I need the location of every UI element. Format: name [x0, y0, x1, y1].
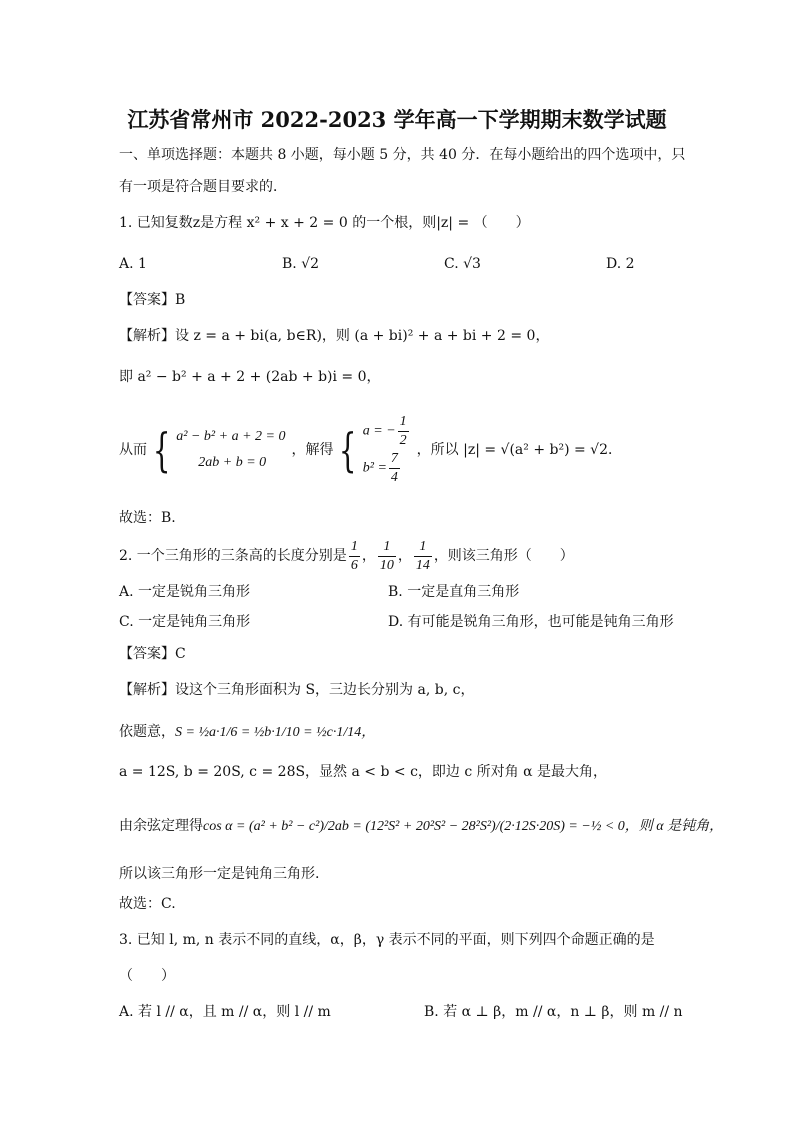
fraction-numerator: 1	[414, 538, 432, 557]
q2-stem-suffix: ，则该三角形（ ）	[433, 548, 574, 564]
q2-answer: 【答案】C	[119, 646, 186, 662]
q1-system-2-b: b² =	[362, 460, 387, 476]
q2-option-a: A. 一定是锐角三角形	[119, 584, 251, 600]
q3-option-b: B. 若 α ⊥ β，m // α，n ⊥ β，则 m // n	[424, 1004, 683, 1020]
fraction-numerator: 1	[349, 538, 360, 557]
q1-system-1-eq2: 2ab + b = 0	[198, 455, 267, 470]
q1-system-2-a: a = −	[362, 423, 396, 439]
q1-system-1	[176, 424, 285, 476]
q2-analysis-line2	[119, 722, 375, 743]
fraction-denominator: 10	[379, 557, 394, 573]
fraction-numerator: 1	[378, 538, 396, 557]
q1-analysis-line1: 【解析】设 z = a + bi(a, b∈R)，则 (a + bi)² + a + bi + 2 = 0，	[119, 328, 550, 344]
q2-stem: 2. 一个三角形的三条高的长度分别是 $\frac{1}{6}$ ， $\frac{1}{10}$ ， $\frac{1}{14}$ ，则该三角形（ ）	[119, 538, 574, 573]
q2-analysis-label: 依题意，	[119, 724, 175, 740]
fraction-numerator: 1	[398, 413, 409, 432]
fraction-denominator: 2	[399, 433, 407, 448]
page-title: 江苏省常州市 2022-2023 学年高一下学期期末数学试题	[127, 107, 667, 132]
q1-choose: 故选：B.	[119, 510, 176, 526]
q1-system-1-eq1: a² − b² + a + 2 = 0	[176, 429, 286, 444]
fraction-denominator: 6	[350, 557, 358, 573]
q2-analysis-line5: 所以该三角形一定是钝角三角形.	[119, 866, 320, 882]
q2-analysis-line1: 【解析】设这个三角形面积为 S，三边长分别为 a, b, c，	[119, 682, 475, 698]
q2-choose: 故选：C.	[119, 896, 176, 912]
q1-system-2	[363, 413, 411, 487]
q2-option-c: C. 一定是钝角三角形	[119, 614, 251, 630]
q1-from-label: 从而	[119, 442, 147, 458]
q3-option-a: A. 若 l // α，且 m // α，则 l // m	[119, 1004, 331, 1020]
q2-stem-text: 2. 一个三角形的三条高的长度分别是	[119, 548, 347, 564]
fraction-denominator: 14	[415, 557, 430, 573]
q2-option-b: B. 一定是直角三角形	[388, 584, 520, 600]
q3-stem-line1: 3. 已知 l, m, n 表示不同的直线，α，β，γ 表示不同的平面，则下列四个命题正确的是	[119, 932, 655, 948]
fraction-numerator: 7	[389, 450, 400, 469]
q1-answer: 【答案】B	[119, 292, 186, 308]
q1-option-a: A. 1	[119, 256, 147, 272]
left-brace-icon: {	[152, 423, 171, 477]
q1-solve-label: ，解得	[291, 442, 334, 458]
left-brace-icon: {	[339, 423, 357, 477]
q1-option-d: D. 2	[606, 256, 635, 272]
fraction-denominator: 4	[390, 470, 398, 485]
q2-analysis-line3: a = 12S, b = 20S, c = 28S，显然 a < b < c，即边 c 所对角 α 是最大角，	[119, 764, 608, 780]
q1-option-c: C. √3	[444, 256, 481, 272]
q1-conclusion: ，所以 |z| = √(a² + b²) = √2．	[416, 442, 623, 458]
section-heading-line2: 有一项是符合题目要求的．	[119, 179, 287, 195]
q2-area-equation: S = ½a·1/6 = ½b·1/10 = ½c·1/14，	[175, 725, 376, 740]
q2-cosine-label: 由余弦定理得	[119, 818, 203, 834]
q1-analysis-line2: 即 a² − b² + a + 2 + (2ab + b)i = 0，	[119, 369, 381, 385]
q1-system-block	[119, 408, 622, 492]
section-heading-line1: 一、单项选择题：本题共 8 小题，每小题 5 分，共 40 分．在每小题给出的四个选项中，只	[119, 147, 686, 163]
q2-option-d: D. 有可能是锐角三角形，也可能是钝角三角形	[388, 614, 674, 630]
q3-stem-line2: （ ）	[119, 968, 175, 984]
q2-analysis-line4	[119, 816, 723, 837]
q2-cosine-equation: cos α = (a² + b² − c²)/2ab = (12²S² + 20²S² − 28²S²)/(2·12S·20S) = −½ < 0，则 α 是钝角，	[203, 819, 724, 834]
q1-stem: 1. 已知复数z是方程 x² + x + 2 = 0 的一个根，则|z| = （ ）	[119, 215, 530, 231]
q1-option-b: B. √2	[282, 256, 320, 272]
